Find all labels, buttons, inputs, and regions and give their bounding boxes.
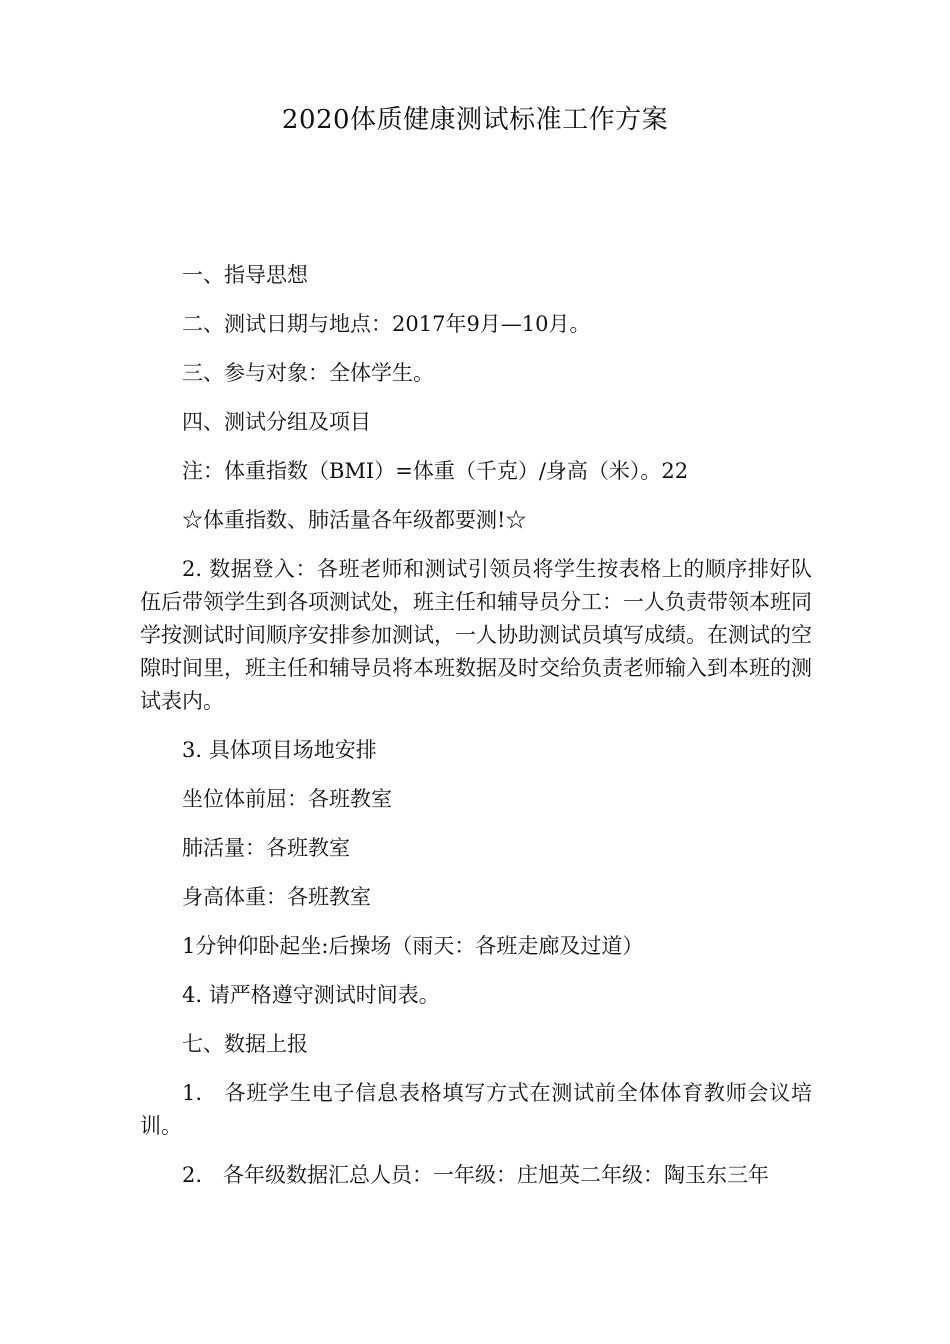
document-title: 2020体质健康测试标准工作方案 <box>281 105 669 135</box>
paragraph-grade-data-staff: 2. 各年级数据汇总人员：一年级：庄旭英二年级：陶玉东三年 <box>182 1163 770 1187</box>
heading-guiding-ideology: 一、指导思想 <box>182 263 308 287</box>
paragraph-schedule: 4. 请严格遵守测试时间表。 <box>182 983 440 1007</box>
document-body <box>140 259 812 1208</box>
paragraph-venue-sit-reach: 坐位体前屈：各班教室 <box>182 787 392 811</box>
paragraph-venue-height-weight: 身高体重：各班教室 <box>182 885 371 909</box>
paragraph-participants: 三、参与对象：全体学生。 <box>182 361 434 385</box>
heading-test-groups: 四、测试分组及项目 <box>182 410 371 434</box>
paragraph-venue-lung-capacity: 肺活量：各班教室 <box>182 836 350 860</box>
paragraph-test-date-location: 二、测试日期与地点：2017年9月—10月。 <box>182 312 591 336</box>
paragraph-venue-situps: 1分钟仰卧起坐:后操场（雨天：各班走廊及过道） <box>182 934 644 958</box>
paragraph-star-note: ☆体重指数、肺活量各年级都要测!☆ <box>182 508 527 532</box>
heading-venue-arrangement: 3. 具体项目场地安排 <box>182 738 377 762</box>
paragraph-bmi-note: 注：体重指数（BMI）=体重（千克）/身高（米）。22 <box>182 459 689 483</box>
heading-data-reporting: 七、数据上报 <box>182 1032 308 1056</box>
paragraph-data-entry: 2. 数据登入：各班老师和测试引领员将学生按表格上的顺序排好队伍后带领学生到各项测试处，班主任和辅导员分工：一人负责带领本班同学按测试时间顺序安排参加测试，一人协助测试员填写成绩。在测试的空隙时间里，班主任和辅导员将本班数据及时交给负责老师输入到本班的测试表内。 <box>140 557 812 713</box>
paragraph-info-form-training: 1. 各班学生电子信息表格填写方式在测试前全体体育教师会议培训。 <box>140 1081 812 1138</box>
